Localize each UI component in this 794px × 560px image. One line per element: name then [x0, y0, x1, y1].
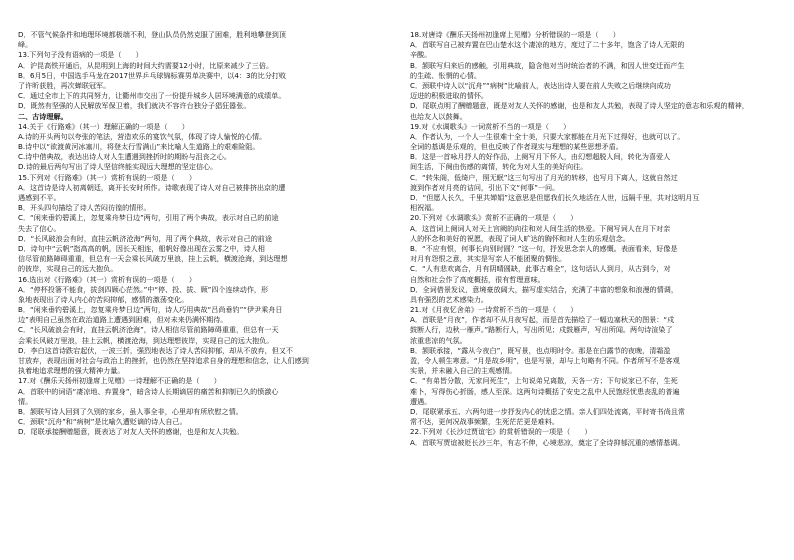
question-stem: 15.下列对《行路难》（其一）赏析有误的一项是（ ）	[18, 172, 196, 182]
text-line: D．“长风破浪会有时，直挂云帆济沧海”两句，用了两个典故，表示对自己的前途	[18, 233, 272, 243]
text-line: B．颔联写诗人回到了久别的家乡，虽人事全非，心里却有所欣慰之情。	[18, 406, 243, 416]
text-line: 实景，并未融入自己的主观感情。	[410, 366, 517, 376]
question-stem: 17.对《酬乐天扬州初逢席上见赠》一诗理解不正确的是（ ）	[18, 376, 221, 386]
text-line: A．“停杯投箸不能食，拔剑四顾心茫然。”中“停、投、拔、顾”四个连续动作，形	[18, 284, 269, 294]
text-line: A．沪昆高铁开通后，从昆明到上海的时间大约需要12小时，比原来减少了三倍。	[18, 60, 274, 70]
text-line: 的生疏、怅惘的心情。	[410, 70, 481, 80]
text-line: 人的怀念和美好的祝愿，表现了词人旷达的胸怀和对人生的乐观信念。	[410, 233, 630, 243]
text-line: 的彼岸，实现自己的远大抱负。	[18, 264, 118, 274]
text-line: A．首联中的词语“凄凉地、弃置身”，暗含诗人长期谪居的痛苦和抑制已久的愤激心	[18, 386, 279, 396]
text-line: 难卜，写得伤心折肠，感人至深。这两句诗概括了安史之乱中人民饱经忧患丧乱的普遍	[410, 386, 680, 396]
text-line: 情。	[18, 396, 33, 406]
text-line: D．尾联紧承五、六两句进一步抒发内心的忧虑之情。亲人们四处流离，平时寄书尚且常	[410, 406, 686, 416]
question-stem: 19.对《水调歌头》一词赏析不当的一项是（ ）	[410, 121, 571, 131]
right-column	[410, 30, 780, 448]
text-line: 渡到作者对月亮的诘问，引出下文“何事”一问。	[410, 182, 560, 192]
text-line: B.诗中以“欲渡黄河冰塞川，将登太行雪满山”来比喻人生道路上的艰难险阻。	[18, 142, 260, 152]
text-line: 对月有怨恨之意，其实是写亲人不能团聚的惆怅。	[410, 254, 567, 264]
text-line: B．“闲来垂钓碧溪上，忽复乘舟梦日边”两句，诗人巧用典故“吕尚垂钓”“伊尹乘舟日	[18, 305, 283, 315]
text-line: C．“长风破浪会有时，直挂云帆济沧海”，诗人相信尽管前路障碍重重，但总有一天	[18, 325, 279, 335]
text-line: 边”表明自己虽然在政治道路上遭遇到困难，但对未来仍满怀期待。	[18, 315, 228, 325]
text-line: 执着地追求理想的强大精神力量。	[18, 366, 125, 376]
text-line: C．“转朱阁，低绮户，照无眠”这三句写出了月光的转移，也写月下离人，这就自然过	[410, 172, 678, 182]
text-line: 自然和社会作了高度概括，很有哲理意味。	[410, 274, 545, 284]
text-line: 象地表现出了诗人内心的苦闷抑郁，感情的激荡变化。	[18, 294, 189, 304]
section-heading: 二、古诗理解。	[18, 111, 68, 121]
text-line: A．这首诗是诗人初离朝廷，离开长安时所作。诗歌表现了诗人对自己被排挤出京的遭	[18, 182, 286, 192]
left-column	[18, 30, 388, 438]
text-line: 会乘长风破万里浪，挂上云帆，横渡沧海，到达理想彼岸，实现自己的远大抱负。	[18, 335, 274, 345]
question-stem: 14.关于《行路难》（其一）理解正确的一项是（ ）	[18, 121, 189, 131]
text-line: B．开头四句描绘了诗人苦闷彷徨的情形。	[18, 203, 151, 213]
text-line: D．不管气候条件和地理环境都极端不利，登山队员仍然克服了困难，胜利地攀登到顶	[18, 30, 286, 39]
text-line: C.诗中借典故，表达出诗人对人生遭遇到挫折时的期盼与沮丧之心。	[18, 152, 231, 162]
question-stem: 21.对《月夜忆舍弟》一诗赏析不当的一项是（ ）	[410, 305, 578, 315]
text-line: B．“不应有恨，何事长向别时圆？”这一句，抒发思念亲人的感慨。表面看来，好像是	[410, 243, 678, 253]
text-line: A．首联是“月夜”，作者却不从月夜写起，而是首先描绘了一幅边塞秋天的图景：“戍	[410, 315, 675, 325]
text-line: D．尾联承接酬赠题意，既表达了对友人关怀的感谢，也是和友人共勉。	[18, 427, 244, 437]
text-line: A．首联写自己被弃置在巴山楚水这个凄凉的地方，度过了二十多年，饱含了诗人无限的	[410, 40, 685, 50]
text-line: D．尾联点明了酬赠题意，既是对友人关怀的感谢，也是和友人共勉，表现了诗人坚定的意志和乐观的精神，	[410, 101, 749, 111]
text-line: D．李白这首诗跌宕起伏，一波三折，强烈地表达了诗人苦闷抑郁，却从不放弃，但又不	[18, 345, 294, 355]
text-line: A．作者认为，一个人一生很难十全十美，只要大家都能在月光下过得好，也就可以了。	[410, 131, 685, 141]
text-line: 间生活，下阕由伤感的离情，转化为对人生的美好向往。	[410, 162, 588, 172]
text-line: 相祝福。	[410, 203, 439, 213]
text-line: 辛酸。	[410, 50, 432, 60]
text-line: 信尽管前路障碍重重，但总有一天会乘长风破万里浪，挂上云帆，横渡沧海，到达理想	[18, 254, 288, 264]
text-line: 迈进的积极进取的情怀。	[410, 91, 489, 101]
text-line: B．颔联承接，“露从今夜白”，既写景，也点明时令。那是在白露节的夜晚，清霜盈	[410, 345, 671, 355]
text-line: B．这是一首咏月抒人的好作品，上阕写月下怀人，由幻想超脱人间，转化为喜爱人	[410, 152, 671, 162]
text-line: A.诗的开头两句以夸张的笔法，营造欢乐的宴饮气氛，体现了诗人愉悦的心情。	[18, 131, 267, 141]
text-line: B．6月5日，中国选手马龙在2017世界乒乓球锦标赛男单决赛中，以4：3的比分打败	[18, 70, 286, 80]
question-stem: 13.下列句子没有语病的一项是（ ）	[18, 50, 143, 60]
text-line: 全词的基调是乐观的，但也反映了作者现实与理想的某些思想矛盾。	[410, 142, 623, 152]
text-line: D．诗句中“云帆”指高高的帆，因长天相连，船帆好像出现在云雾之中，诗人相	[18, 243, 265, 253]
text-line: C．通过全市上下的共同努力，让衢州市交出了一份提升城乡人居环境满意的成绩单。	[18, 91, 286, 101]
text-line: 具有强烈的艺术感染力。	[410, 294, 489, 304]
text-line: 遭遇。	[410, 396, 432, 406]
text-line: 失去了信心。	[18, 223, 61, 233]
text-line: 鼓断人行，边秋一雁声。”路断行人，写出所见；戍鼓雁声，写出所闻。两句诗渲染了	[410, 325, 673, 335]
text-line: A．这首词上阕词人对天上宫阙的向往和对人间生活的热爱。下阕写词人在月下对亲	[410, 223, 671, 233]
text-line: C．“闲来垂钓碧溪上，忽复乘舟梦日边”两句，引用了两个典故，表示对自己的前途	[18, 213, 279, 223]
text-line: 了许昕获胜，再次蝉联冠军。	[18, 80, 111, 90]
text-line: C．颈联“沉舟”和“病树”是比喻久遭贬谪的诗人自己。	[18, 417, 187, 427]
text-line: D．“但愿人长久，千里共婵娟”这意思是但愿我们长久地活在人世，远隔千里，共对这明月互	[410, 193, 700, 202]
text-line: 也给友人以鼓舞。	[410, 111, 467, 121]
question-stem: 16.选出对《行路难》（其一）赏析有误的一项是（ ）	[18, 274, 196, 284]
question-stem: 18.对唐诗《酬乐天扬州初逢席上见赠》分析错误的一项是（ ）	[410, 30, 620, 39]
text-line: A．首联写贾谊被贬长沙三年，有志不伸，心境悲凉，奠定了全诗抑郁沉重的感情基调。	[410, 437, 685, 447]
text-line: 常不达，更何况战事频繁，生死茫茫更是难料。	[410, 417, 559, 427]
text-line: 峰。	[18, 40, 33, 50]
text-line: C．颈联中诗人以“沉舟”“病树”比喻前人，表达出诗人要在前人失败之后继续向成功	[410, 80, 671, 90]
text-line: 甘放弃，表现出面对社会与政治上的挫折，也仍然在坚持追求自身的理想和信念，让人们感到	[18, 356, 309, 365]
text-line: B．颔联写归来后的感触，引用典故，隐含他对当时统治者的不满，和因人世变迁而产生	[410, 60, 685, 70]
text-line: 盈，令人顿生寒意。“月是故乡明”，也是写景，却与上句略有不同。作者所写不是客观	[410, 356, 680, 365]
text-line: 遇感到不平。	[18, 193, 61, 202]
text-line: 浓重悲凉的气氛。	[410, 335, 467, 345]
question-stem: 20.下列对《水调歌头》赏析不正确的一项是（ ）	[410, 213, 578, 223]
text-line: D.诗的最后两句写出了诗人坚信终能实现远大理想的坚定信心。	[18, 162, 218, 172]
text-line: D．既然有坚强的人民解放军保卫着，我们就决不容许台独分子猖狂嚣张。	[18, 101, 251, 111]
text-line: D．全词借景发议，意境豪放阔大，描写虚实结合，充满了丰富的想象和浪漫的情调，	[410, 284, 678, 294]
text-line: C．“人有悲欢离合，月有阴晴圆缺，此事古难全”，这句话认人到月，从古到今，对	[410, 264, 671, 274]
question-stem: 22.下列对《长沙过贾谊宅》的赏析错误的一项是（ ）	[410, 427, 592, 437]
text-line: C．“有弟皆分散，无家问死生”，上句说弟兄离散，天各一方；下句说家已不存，生死	[410, 376, 678, 386]
